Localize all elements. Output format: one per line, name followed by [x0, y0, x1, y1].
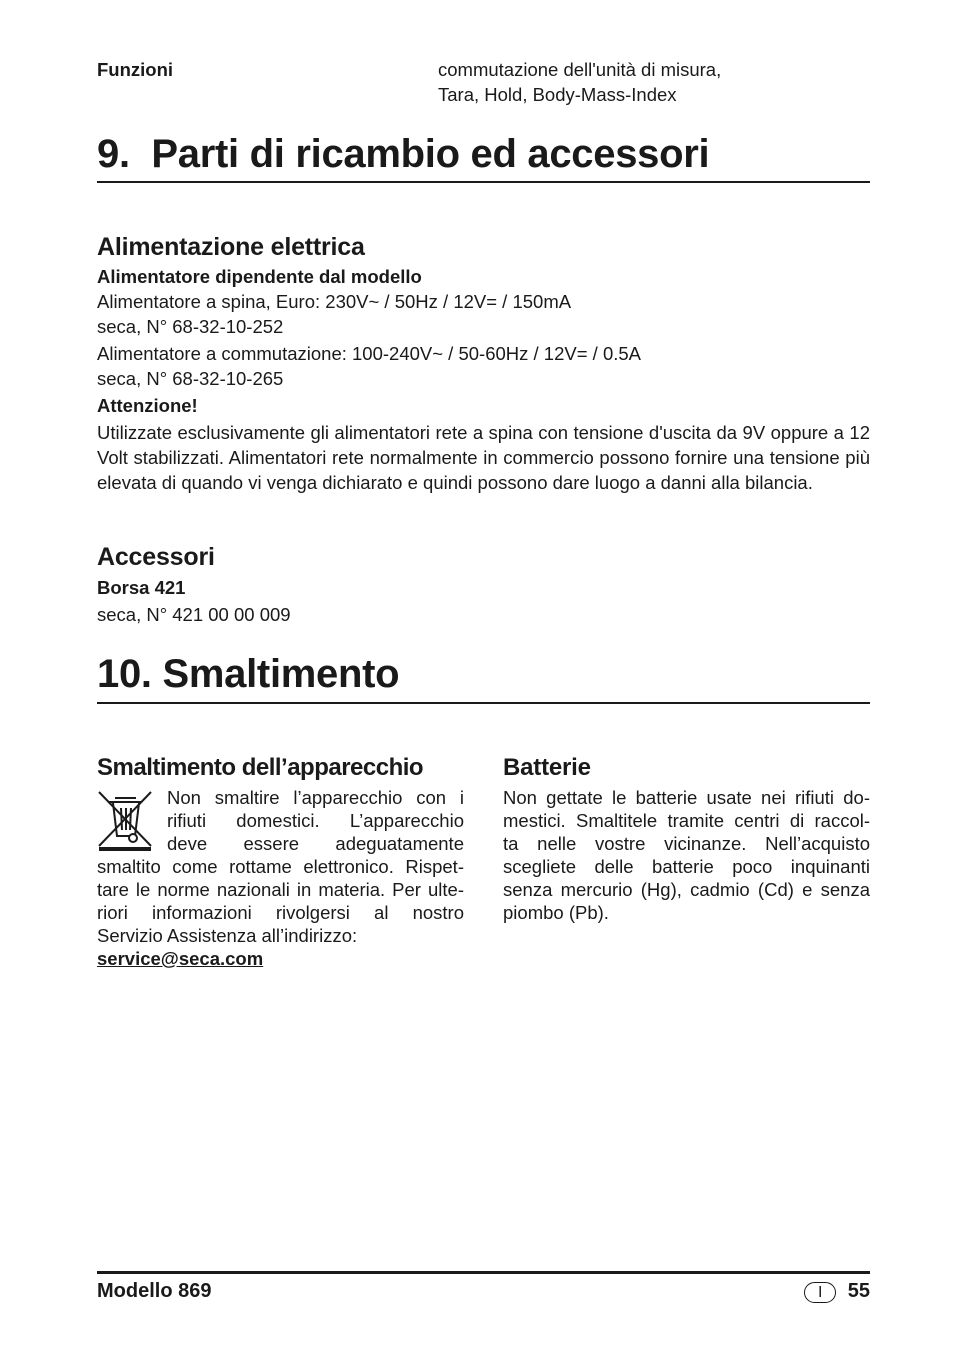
section-9-rule — [97, 181, 870, 183]
footer-model: Modello 869 — [97, 1280, 212, 1302]
header-value-line: Tara, Hold, Body-Mass-Index — [438, 84, 677, 105]
accessory-name: Borsa 421 — [97, 577, 186, 598]
text-line: rifiuti domestici. L’apparecchio — [167, 810, 464, 831]
power-item-code: seca, N° 68-32-10-252 — [97, 316, 284, 337]
warning-title: Attenzione! — [97, 395, 198, 416]
text-line: mestici. Smaltitele tramite centri di raccol- — [503, 810, 870, 831]
text-line: tare le norme nazionali in materia. Per ulte- — [97, 879, 464, 900]
text-line: scegliete delle batterie poco inquinanti — [503, 856, 870, 877]
service-email-link[interactable]: service@seca.com — [97, 948, 264, 969]
footer-page-info — [798, 1278, 870, 1304]
section-9-title: 9. Parti di ricambio ed accessori — [97, 132, 710, 176]
text-line: smaltito come rottame elettronico. Rispet- — [97, 856, 464, 877]
crossed-out-wheelie-bin-icon — [97, 790, 153, 852]
text-line: Non smaltire l’apparecchio con i — [167, 787, 464, 808]
text-line: ta nelle vostre vicinanze. Nell’acquisto — [503, 833, 870, 854]
page-number: 55 — [847, 1280, 870, 1302]
text-line: piombo (Pb). — [503, 902, 609, 923]
language-badge: I — [804, 1282, 836, 1303]
power-item — [97, 289, 571, 339]
text-line: Servizio Assistenza all’indirizzo: — [97, 925, 358, 946]
header-value — [438, 57, 721, 107]
power-item — [97, 341, 641, 391]
power-heading: Alimentazione elettrica — [97, 233, 365, 261]
device-disposal-heading: Smaltimento dell’apparecchio — [97, 754, 424, 781]
power-subheading: Alimentatore dipendente dal modello — [97, 266, 422, 287]
accessory-code: seca, N° 421 00 00 009 — [97, 604, 291, 625]
section-10-title: 10. Smaltimento — [97, 652, 400, 696]
text-line: deve essere adeguatamente — [167, 833, 464, 854]
accessories-heading: Accessori — [97, 543, 215, 571]
header-value-line: commutazione dell'unità di misura, — [438, 59, 722, 80]
service-email-wrap — [97, 947, 263, 973]
text-line: Non gettate le batterie usate nei rifiuti do- — [503, 787, 870, 808]
section-10-rule — [97, 702, 870, 704]
power-item-spec: Alimentatore a commutazione: 100-240V~ / 50-60Hz / 12V= / 0.5A — [97, 343, 642, 364]
device-disposal-text-indented — [167, 786, 464, 855]
device-disposal-text — [97, 855, 464, 947]
text-line: riori informazioni rivolgersi al nostro — [97, 902, 464, 923]
footer-rule — [97, 1271, 870, 1274]
power-item-code: seca, N° 68-32-10-265 — [97, 368, 284, 389]
header-label: Funzioni — [97, 59, 174, 80]
warning-text: Utilizzate esclusivamente gli alimentatori rete a spina con tensione d'uscita da 9V oppure a 12 Volt stabilizzati. Alimentatori rete normalmente in commercio possono fornire una tensione più elevata di quando vi venga dichiarato e quindi possono dare luogo a danni alla bilancia. — [97, 422, 870, 493]
power-item-spec: Alimentatore a spina, Euro: 230V~ / 50Hz / 12V= / 150mA — [97, 291, 572, 312]
batteries-text — [503, 786, 870, 924]
batteries-heading: Batterie — [503, 754, 591, 781]
text-line: senza mercurio (Hg), cadmio (Cd) e senza — [503, 879, 870, 900]
